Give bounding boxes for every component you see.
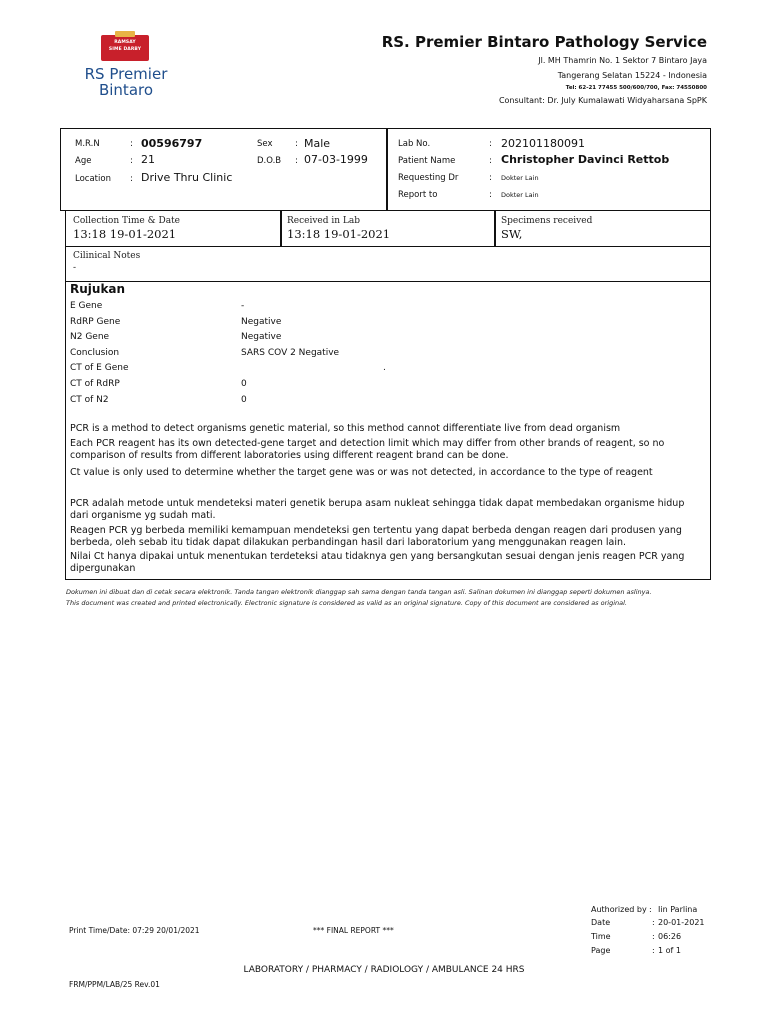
result-stray-dot: . — [383, 363, 386, 373]
labno-label: Lab No. — [398, 139, 431, 149]
note-id-2: Reagen PCR yg berbeda memiliki kemampuan mendeteksi gen tertentu yang dapat berbeda dengan reagen dari produsen yang berbeda, oleh sebab itu tidak dapat dilakukan perbandingan hasil dari laboratorium yang menggunakan reagen lain. — [70, 525, 682, 548]
requesting-dr-value: Dokter Lain — [501, 174, 539, 182]
result-name-rdrp-gene: RdRP Gene — [70, 317, 121, 327]
hospital-logo-mark — [101, 35, 149, 61]
received-value: 13:18 19-01-2021 — [287, 227, 391, 241]
logo-tag-shape — [115, 31, 135, 37]
address-line2: Tangerang Selatan 15224 - Indonesia — [557, 71, 707, 80]
collection-divider-2 — [494, 210, 496, 247]
note-en-2: Each PCR reagent has its own detected-gene target and detection limit which may differ from other brands of reagent, so no comparison of results from different laboratories using different reagent brand can be done. — [70, 438, 665, 461]
note-id-3: Nilai Ct hanya dipakai untuk menentukan terdeteksi atau tidaknya gen yang bersangkutan sesuai dengan jenis reagen PCR yang dipergunakan — [70, 551, 685, 574]
results-heading: Rujukan — [70, 282, 126, 296]
authorized-value: Iin Parlina — [658, 905, 698, 914]
specimens-label: Specimens received — [501, 216, 593, 226]
age-colon: : — [130, 156, 133, 166]
note-en-3: Ct value is only used to determine whether the target gene was or was not detected, in accordance to the type of reagent — [70, 467, 653, 478]
location-label: Location — [75, 174, 111, 184]
sex-label: Sex — [257, 139, 273, 149]
specimens-value: SW, — [501, 227, 523, 241]
result-name-e-gene: E Gene — [70, 301, 103, 311]
final-report-label: *** FINAL REPORT *** — [313, 926, 394, 935]
age-value: 21 — [141, 153, 155, 166]
mrn-label: M.R.N — [75, 139, 100, 149]
result-value-ct-n2: 0 — [241, 395, 247, 405]
result-value-n2-gene: Negative — [241, 332, 282, 342]
age-label: Age — [75, 156, 92, 166]
logo-mark-line2: SIME DARBY — [108, 47, 142, 52]
logo-mark-line1: RAMSAY — [114, 40, 136, 45]
requesting-dr-colon: : — [489, 173, 492, 183]
result-value-rdrp-gene: Negative — [241, 317, 282, 327]
lab-title: RS. Premier Bintaro Pathology Service — [381, 33, 707, 51]
report-to-colon: : — [489, 190, 492, 200]
page-colon: : — [652, 946, 655, 955]
time-value: 06:26 — [658, 932, 682, 941]
labno-value: 202101180091 — [501, 137, 585, 150]
services-line: LABORATORY / PHARMACY / RADIOLOGY / AMBULANCE 24 HRS — [243, 965, 525, 975]
disclaimer-en: This document was created and printed electronically. Electronic signature is considered as valid as an original signature. Copy of this document are considered as original. — [66, 599, 627, 607]
requesting-dr-label: Requesting Dr — [398, 173, 459, 183]
sex-value: Male — [304, 137, 331, 150]
logo-name-line1: RS Premier — [84, 65, 168, 83]
disclaimer-id: Dokumen ini dibuat dan di cetak secara elektronik. Tanda tangan elektronik dianggap sah sama dengan tanda tangan asli. Salinan dokumen ini dianggap seperti dokumen aslinya. — [66, 588, 652, 596]
mrn-colon: : — [130, 139, 133, 149]
date-label: Date — [591, 918, 611, 927]
result-value-conclusion: SARS COV 2 Negative — [241, 348, 340, 358]
result-name-conclusion: Conclusion — [70, 348, 120, 358]
report-to-value: Dokter Lain — [501, 191, 539, 199]
authorized-colon: : — [649, 905, 652, 914]
page-value: 1 of 1 — [658, 946, 681, 955]
sex-colon: : — [295, 139, 298, 149]
result-name-ct-n2: CT of N2 — [70, 395, 109, 405]
tel-fax: Tel: 62-21 77455 500/600/700, Fax: 74550800 — [565, 85, 707, 91]
note-en-1: PCR is a method to detect organisms genetic material, so this method cannot differentiate live from dead organism — [70, 423, 621, 434]
result-value-ct-rdrp: 0 — [241, 379, 247, 389]
location-colon: : — [130, 174, 133, 184]
logo-name-line2: Bintaro — [98, 81, 154, 99]
time-label: Time — [591, 932, 611, 941]
consultant: Consultant: Dr. July Kumalawati Widyaharsana SpPK — [498, 96, 707, 105]
dob-label: D.O.B — [257, 156, 282, 166]
patient-box-divider — [386, 128, 388, 211]
report-to-label: Report to — [398, 190, 438, 200]
collection-time-label: Collection Time & Date — [73, 216, 180, 226]
address-line1: Jl. MH Thamrin No. 1 Sektor 7 Bintaro Jaya — [538, 56, 707, 65]
collection-divider-1 — [280, 210, 282, 247]
clinical-notes-value: - — [73, 263, 77, 273]
authorized-label: Authorized by — [591, 905, 647, 914]
dob-value: 07-03-1999 — [304, 153, 368, 166]
result-name-ct-e-gene: CT of E Gene — [70, 363, 129, 373]
date-colon: : — [652, 918, 655, 927]
clinical-notes-box — [65, 246, 711, 282]
patient-name-label: Patient Name — [398, 156, 456, 166]
print-time: Print Time/Date: 07:29 20/01/2021 — [69, 926, 200, 935]
labno-colon: : — [489, 139, 492, 149]
result-value-e-gene: - — [241, 301, 245, 311]
page-label: Page — [591, 946, 611, 955]
mrn-value: 00596797 — [141, 137, 203, 150]
form-code: FRM/PPM/LAB/25 Rev.01 — [69, 980, 160, 989]
result-name-n2-gene: N2 Gene — [70, 332, 110, 342]
received-label: Received in Lab — [287, 216, 361, 226]
patient-name-colon: : — [489, 156, 492, 166]
date-value: 20-01-2021 — [658, 918, 705, 927]
note-id-1: PCR adalah metode untuk mendeteksi materi genetik berupa asam nukleat sehingga tidak dapat membedakan organisme hidup dari organisme yg sudah mati. — [70, 498, 685, 521]
collection-time-value: 13:18 19-01-2021 — [73, 227, 177, 241]
dob-colon: : — [295, 156, 298, 166]
hospital-logo-text — [80, 66, 172, 98]
patient-name-value: Christopher Davinci Rettob — [501, 153, 670, 166]
clinical-notes-label: Cilinical Notes — [73, 251, 141, 261]
time-colon: : — [652, 932, 655, 941]
location-value: Drive Thru Clinic — [141, 171, 233, 184]
result-name-ct-rdrp: CT of RdRP — [70, 379, 120, 389]
